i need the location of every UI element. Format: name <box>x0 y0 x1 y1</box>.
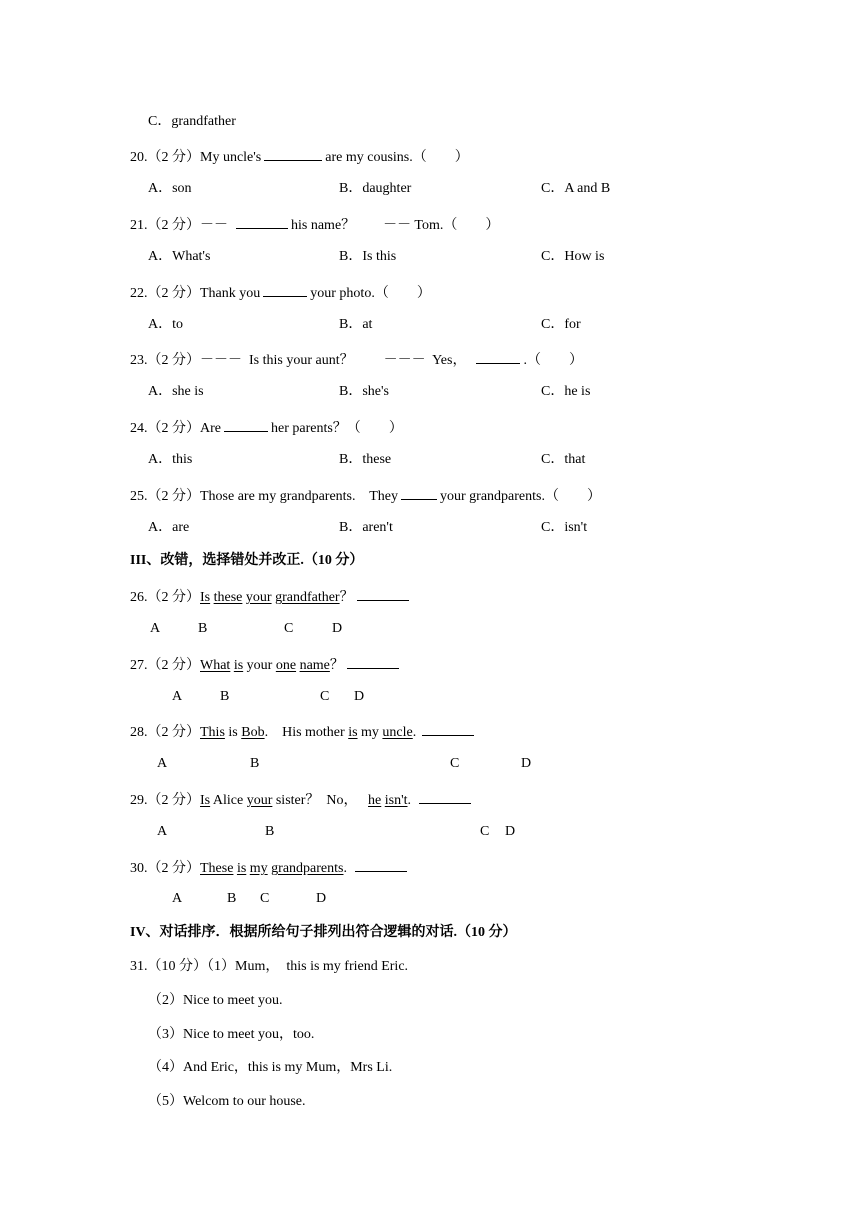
answer-blank <box>476 349 520 364</box>
question-number: 21.（2 分） <box>130 218 200 233</box>
question-paren: ） <box>485 218 500 233</box>
question-text: －－ Tom.（ <box>383 218 458 233</box>
question-text: My uncle's <box>200 150 262 165</box>
section-4-heading: IV、对话排序．根据所给句子排列出符合逻辑的对话.（10 分） <box>130 925 517 940</box>
dialogue-sentence-1: （1）Mum， this is my friend Eric. <box>207 959 409 974</box>
label-a: A <box>172 689 183 704</box>
question-21 <box>130 214 499 235</box>
question-text: －－－ Yes， <box>383 353 467 368</box>
question-27 <box>130 654 402 675</box>
underlined-word-d: grandparents <box>271 861 344 876</box>
label-b: B <box>198 621 208 636</box>
question-text: my <box>361 725 379 740</box>
question-text: －－ <box>200 218 228 233</box>
question-24 <box>130 417 403 438</box>
question-text: . <box>343 861 347 876</box>
label-b: B <box>250 756 260 771</box>
dialogue-sentence-5: （5）Welcom to our house. <box>148 1094 306 1109</box>
answer-blank <box>419 789 471 804</box>
dialogue-sentence-3: （3）Nice to meet you，too. <box>148 1027 315 1042</box>
underlined-word-b: your <box>246 793 273 808</box>
question-28 <box>130 721 477 742</box>
question-30 <box>130 857 410 878</box>
q20-option-c: C．A and B <box>541 181 611 196</box>
question-26 <box>130 586 412 607</box>
underlined-word-c: your <box>245 590 272 605</box>
q22-option-a: A．to <box>148 317 183 332</box>
question-paren: ） <box>388 421 403 436</box>
question-23 <box>130 349 583 370</box>
question-22 <box>130 282 431 303</box>
question-number: 22.（2 分） <box>130 286 200 301</box>
question-paren: ） <box>586 489 601 504</box>
label-c: C <box>284 621 294 636</box>
label-b: B <box>220 689 230 704</box>
answer-blank <box>422 721 474 736</box>
underlined-word-c: he <box>368 793 382 808</box>
question-paren: ） <box>568 353 583 368</box>
underlined-word-b: is <box>233 658 244 673</box>
underlined-word-c: one <box>275 658 297 673</box>
underlined-word-d: isn't <box>384 793 408 808</box>
answer-blank <box>355 857 407 872</box>
q20-option-b: B．daughter <box>339 181 412 196</box>
q22-option-c: C．for <box>541 317 581 332</box>
label-d: D <box>332 621 343 636</box>
question-text: your photo.（ <box>310 286 389 301</box>
label-a: A <box>157 756 168 771</box>
question-text: are my cousins.（ <box>325 150 427 165</box>
question-text: . His mother <box>264 725 345 740</box>
q24-option-a: A．this <box>148 452 193 467</box>
label-a: A <box>157 824 168 839</box>
question-20 <box>130 146 469 167</box>
section-3-heading: III、改错，选择错处并改正.（10 分） <box>130 553 364 568</box>
label-c: C <box>450 756 460 771</box>
question-number: 25.（2 分） <box>130 489 200 504</box>
underlined-word-a: What <box>200 658 231 673</box>
q25-option-b: B．aren't <box>339 520 393 535</box>
label-d: D <box>505 824 516 839</box>
answer-blank <box>357 586 409 601</box>
question-text: your <box>246 658 273 673</box>
question-number: 27.（2 分） <box>130 658 200 673</box>
label-d: D <box>521 756 532 771</box>
question-text: ？ <box>339 590 354 605</box>
underlined-word-c: my <box>249 861 268 876</box>
underlined-word-d: name <box>299 658 330 673</box>
question-text: . <box>412 725 417 740</box>
answer-blank <box>263 282 307 297</box>
question-text: Alice <box>212 793 244 808</box>
question-text: .（ <box>523 353 541 368</box>
answer-blank <box>264 146 322 161</box>
question-number: 29.（2 分） <box>130 793 200 808</box>
q21-option-a: A．What's <box>148 249 211 264</box>
label-d: D <box>316 891 327 906</box>
question-text: －－－ Is this your aunt？ <box>200 353 354 368</box>
question-number: 26.（2 分） <box>130 590 200 605</box>
question-paren: ） <box>454 150 469 165</box>
underlined-word-d: grandfather <box>275 590 340 605</box>
underlined-word-a: This <box>200 725 225 740</box>
answer-blank <box>224 417 268 432</box>
question-text: Are <box>200 421 221 436</box>
label-c: C <box>480 824 490 839</box>
q22-option-b: B．at <box>339 317 373 332</box>
question-text: . <box>407 793 411 808</box>
q21-option-c: C．How is <box>541 249 605 264</box>
question-text: is <box>228 725 238 740</box>
q21-option-b: B．Is this <box>339 249 397 264</box>
q25-option-c: C．isn't <box>541 520 588 535</box>
q20-option-a: A．son <box>148 181 192 196</box>
underlined-word-b: these <box>213 590 243 605</box>
dialogue-sentence-2: （2）Nice to meet you. <box>148 993 283 1008</box>
label-b: B <box>265 824 275 839</box>
underlined-word-b: is <box>236 861 247 876</box>
question-text: sister？ No， <box>275 793 358 808</box>
question-text: his name？ <box>291 218 356 233</box>
question-number: 31.（10 分） <box>130 959 207 974</box>
q24-option-c: C．that <box>541 452 586 467</box>
question-text: your grandparents.（ <box>440 489 559 504</box>
answer-blank <box>401 485 437 500</box>
question-text: Those are my grandparents. They <box>200 489 399 504</box>
q23-option-b: B．she's <box>339 384 389 399</box>
q25-option-a: A．are <box>148 520 190 535</box>
label-b: B <box>227 891 237 906</box>
underlined-word-a: Is <box>200 590 211 605</box>
q23-option-c: C．he is <box>541 384 591 399</box>
underlined-word-a: Is <box>200 793 211 808</box>
question-number: 23.（2 分） <box>130 353 200 368</box>
question-29 <box>130 789 474 810</box>
question-number: 20.（2 分） <box>130 150 200 165</box>
question-text: ？ <box>329 658 344 673</box>
label-c: C <box>260 891 270 906</box>
question-number: 28.（2 分） <box>130 725 200 740</box>
question-paren: ） <box>416 286 431 301</box>
underlined-word-a: These <box>200 861 234 876</box>
label-c: C <box>320 689 330 704</box>
q24-option-b: B．these <box>339 452 392 467</box>
question-number: 30.（2 分） <box>130 861 200 876</box>
question-25 <box>130 485 601 506</box>
question-31 <box>130 958 408 976</box>
label-d: D <box>354 689 365 704</box>
q19-option-c: C．grandfather <box>148 114 236 129</box>
dialogue-sentence-4: （4）And Eric，this is my Mum，Mrs Li. <box>148 1060 393 1075</box>
q23-option-a: A．she is <box>148 384 204 399</box>
answer-blank <box>236 214 288 229</box>
answer-blank <box>347 654 399 669</box>
question-text: Thank you <box>200 286 261 301</box>
question-number: 24.（2 分） <box>130 421 200 436</box>
underlined-word-c: is <box>348 725 358 740</box>
question-text: her parents？（ <box>271 421 361 436</box>
label-a: A <box>172 891 183 906</box>
underlined-word-d: uncle <box>382 725 413 740</box>
label-a: A <box>150 621 161 636</box>
underlined-word-b: Bob <box>241 725 265 740</box>
